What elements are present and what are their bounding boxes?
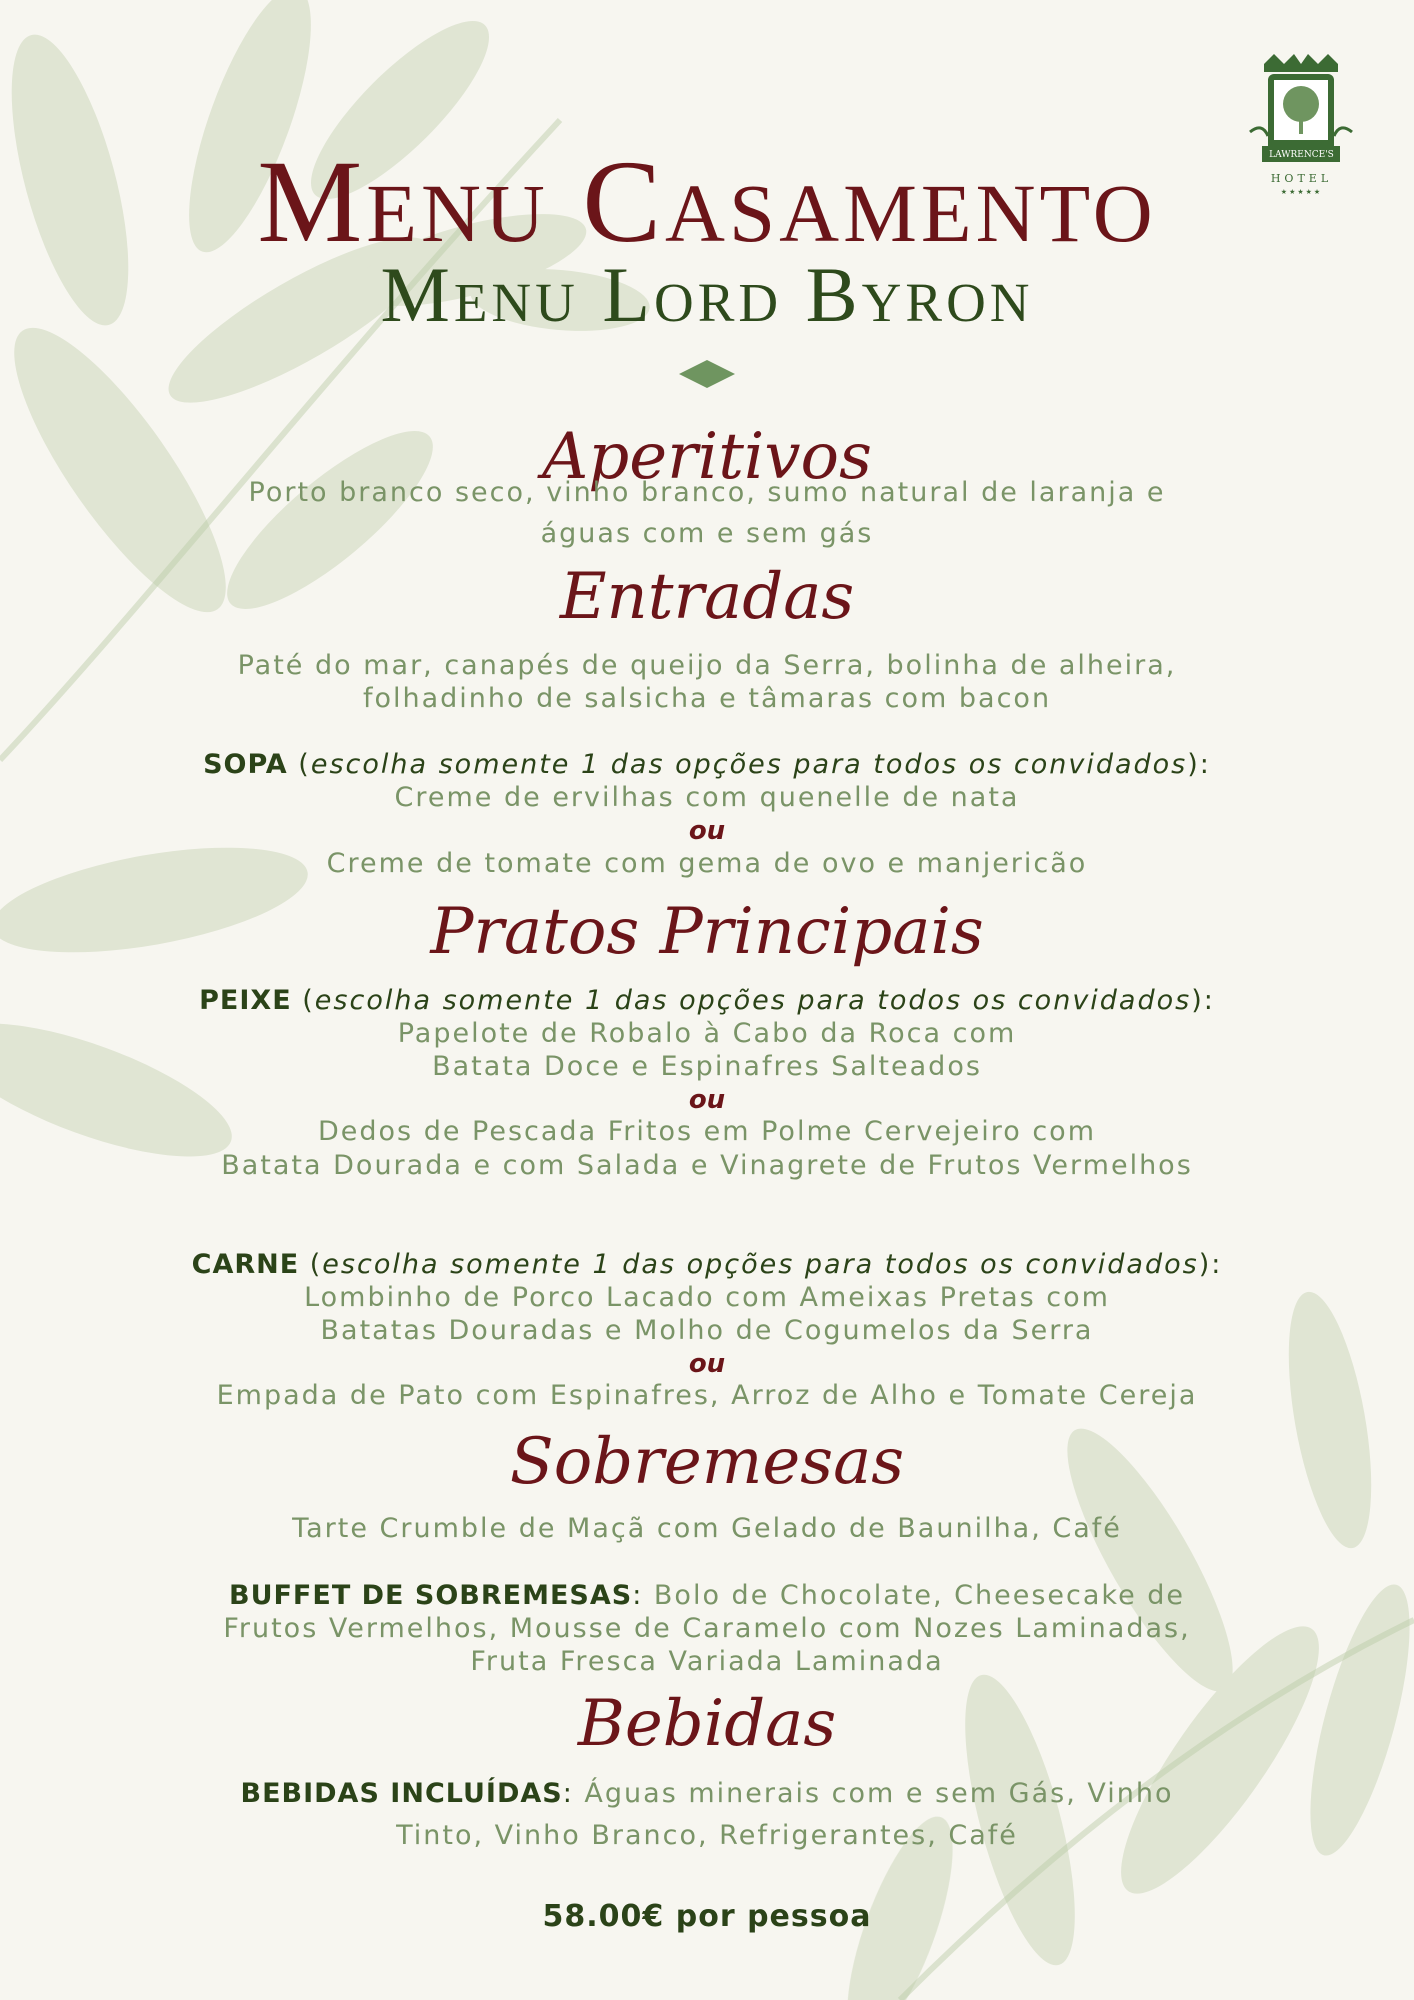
aperitivos-heading: Aperitivos [542,420,872,494]
entradas-line-1: Paté do mar, canapés de queijo da Serra, bolinha de alheira, [237,650,1177,681]
aperitivos-line-2: águas com e sem gás [540,518,874,549]
peixe-or: ou [688,1085,726,1115]
peixe-note: escolha somente 1 das opções para todos os convidados [314,985,1192,1016]
aperitivos-line-1: Porto branco seco, vinho branco, sumo natural de laranja e [248,477,1166,508]
carne-note: escolha somente 1 das opções para todos os convidados [322,1249,1199,1280]
sopa-option-2: Creme de tomate com gema de ovo e manjericão [326,848,1088,879]
peixe-option-1-line-1: Papelote de Robalo à Cabo da Roca com [397,1018,1017,1049]
buffet-label: BUFFET DE SOBREMESAS [228,1580,633,1611]
sopa-or: ou [688,816,726,846]
carne-label: CARNE [191,1249,300,1280]
page-title: Menu Casamento [257,136,1157,267]
bebidas-text-1: Águas minerais com e sem Gás, Vinho [584,1778,1174,1809]
carne-option-1-line-1: Lombinho de Porco Lacado com Ameixas Pretas com [304,1282,1110,1313]
peixe-header: PEIXE (escolha somente 1 das opções para todos os convidados): [199,985,1215,1016]
peixe-label: PEIXE [199,985,292,1016]
buffet-line-2: Frutos Vermelhos, Mousse de Caramelo com Nozes Laminadas, [223,1613,1191,1644]
logo-hotel-text: HOTEL [1270,172,1333,185]
bebidas-label: BEBIDAS INCLUÍDAS [240,1778,563,1809]
diamond-icon [679,360,735,388]
peixe-option-2-line-2: Batata Dourada e com Salada e Vinagrete de Frutos Vermelhos [221,1150,1193,1181]
peixe-option-1-line-2: Batata Doce e Espinafres Salteados [432,1051,982,1082]
buffet-line-1: BUFFET DE SOBREMESAS: Bolo de Chocolate, Cheesecake de [228,1580,1186,1611]
buffet-line-3: Fruta Fresca Variada Laminada [470,1646,944,1677]
sobremesas-heading: Sobremesas [509,1425,905,1499]
carne-header: CARNE (escolha somente 1 das opções para todos os convidados): [191,1249,1223,1280]
sopa-header: SOPA (escolha somente 1 das opções para todos os convidados): [203,749,1211,780]
page-subtitle: Menu Lord Byron [380,251,1034,338]
logo-brand: LAWRENCE'S [1269,150,1334,160]
entradas-line-2: folhadinho de salsicha e tâmaras com bacon [362,683,1052,714]
sopa-label: SOPA [203,749,288,780]
sopa-note: escolha somente 1 das opções para todos os convidados [310,749,1188,780]
sopa-option-1: Creme de ervilhas com quenelle de nata [394,782,1020,813]
sobremesas-line: Tarte Crumble de Maçã com Gelado de Baunilha, Café [292,1513,1122,1544]
price: 58.00€ por pessoa [542,1899,872,1934]
bebidas-line-2: Tinto, Vinho Branco, Refrigerantes, Café [396,1820,1018,1851]
logo-stars: ★★★★★ [1280,188,1323,196]
carne-option-1-line-2: Batatas Douradas e Molho de Cogumelos da Serra [320,1315,1094,1346]
buffet-text-1: Bolo de Chocolate, Cheesecake de [653,1580,1186,1611]
entradas-heading: Entradas [559,560,855,634]
bebidas-line-1: BEBIDAS INCLUÍDAS: Águas minerais com e sem Gás, Vinho [240,1778,1174,1809]
bebidas-heading: Bebidas [577,1687,837,1761]
peixe-option-2-line-1: Dedos de Pescada Fritos em Polme Cervejeiro com [318,1116,1096,1147]
carne-or: ou [688,1349,726,1379]
pratos-heading: Pratos Principais [430,895,984,969]
carne-option-2: Empada de Pato com Espinafres, Arroz de Alho e Tomate Cereja [216,1380,1198,1411]
